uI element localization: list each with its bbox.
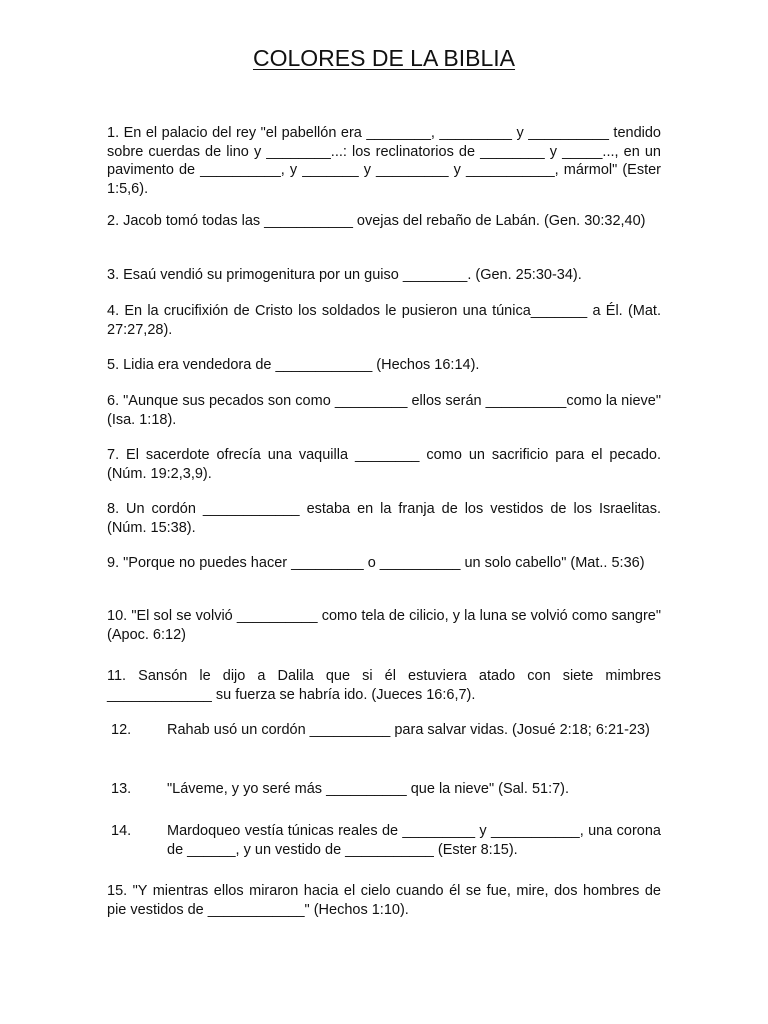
question-13-number: 13. [111, 781, 132, 797]
question-12-text: Rahab usó un cordón __________ para salvar vidas. (Josué 2:18; 6:21-23) [167, 722, 650, 738]
question-13-text: "Láveme, y yo seré más __________ que la nieve" (Sal. 51:7). [167, 781, 570, 797]
question-1 [107, 124, 661, 198]
question-11-text: 11. Sansón le dijo a Dalila que si él estuviera atado con siete mimbres _____________ su fuerza se habría ido. (Jueces 16:6,7). [107, 668, 661, 703]
question-3 [107, 266, 661, 285]
page-title [0, 44, 768, 72]
question-6 [107, 392, 661, 429]
question-6-text: 6. "Aunque sus pecados son como _________ ellos serán __________como la nieve" (Isa. 1:18). [107, 393, 661, 428]
question-2 [107, 212, 661, 231]
question-7 [107, 446, 661, 483]
question-3-text: 3. Esaú vendió su primogenitura por un guiso ________. (Gen. 25:30-34). [107, 267, 582, 283]
question-4-text: 4. En la crucifixión de Cristo los soldados le pusieron una túnica_______ a Él. (Mat. 27:27,28). [107, 303, 661, 338]
question-5 [107, 356, 661, 375]
question-8 [107, 500, 661, 537]
question-7-text: 7. El sacerdote ofrecía una vaquilla ________ como un sacrificio para el pecado. (Núm. 19:2,3,9). [107, 447, 661, 482]
question-12 [107, 721, 661, 740]
question-11 [107, 667, 661, 704]
question-14-text: Mardoqueo vestía túnicas reales de _________ y ___________, una corona de ______, y un vestido de ___________ (Ester 8:15). [167, 823, 661, 858]
question-1-text: 1. En el palacio del rey "el pabellón era ________, _________ y __________ tendido sobre cuerdas de lino y ________...: los reclinatorios de ________ y _____..., en un pavimento de __________, y _______ y _________ y ___________, mármol" (Ester 1:5,6). [107, 125, 661, 197]
question-2-text: 2. Jacob tomó todas las ___________ ovejas del rebaño de Labán. (Gen. 30:32,40) [107, 213, 646, 229]
question-9 [107, 554, 661, 573]
question-10-text: 10. "El sol se volvió __________ como tela de cilicio, y la luna se volvió como sangre" (Apoc. 6:12) [107, 608, 661, 643]
question-9-text: 9. "Porque no puedes hacer _________ o __________ un solo cabello" (Mat.. 5:36) [107, 555, 645, 571]
question-15-text: 15. "Y mientras ellos miraron hacia el cielo cuando él se fue, mire, dos hombres de pie vestidos de ____________" (Hechos 1:10). [107, 883, 661, 918]
question-13 [107, 780, 661, 799]
page-title-text: COLORES DE LA BIBLIA [252, 45, 516, 71]
question-8-text: 8. Un cordón ____________ estaba en la franja de los vestidos de los Israelitas. (Núm. 15:38). [107, 501, 661, 536]
question-14 [107, 822, 661, 859]
question-15 [107, 882, 661, 919]
question-14-number: 14. [111, 823, 132, 839]
question-12-number: 12. [111, 722, 132, 738]
question-5-text: 5. Lidia era vendedora de ____________ (Hechos 16:14). [107, 357, 480, 373]
question-4 [107, 302, 661, 339]
question-10 [107, 607, 661, 644]
